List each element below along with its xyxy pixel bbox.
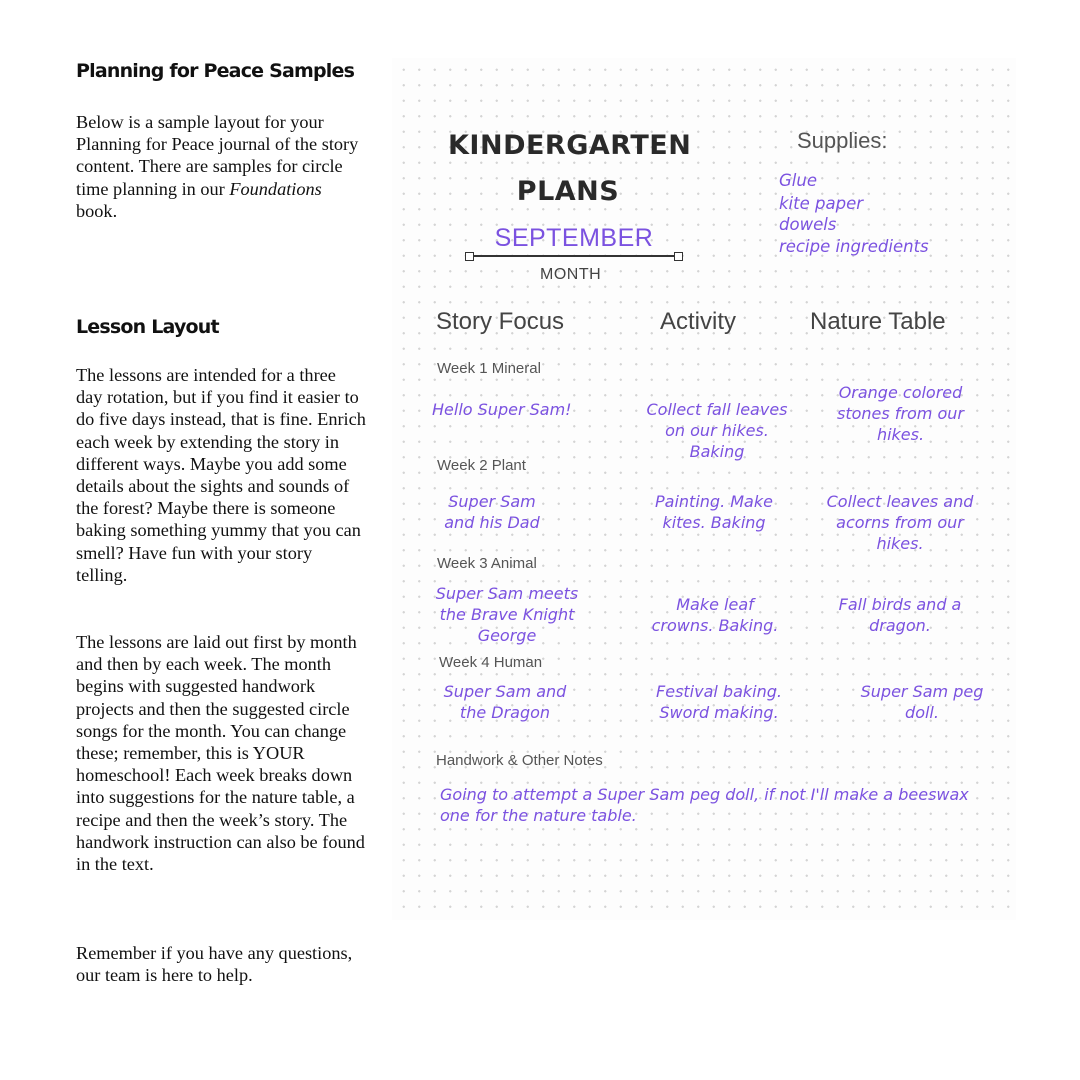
column-header-activity: Activity <box>660 308 737 335</box>
month-underline <box>474 255 674 257</box>
lesson-paragraph-3: Remember if you have any questions, our team is here to help. <box>76 943 353 986</box>
planner-month-label: MONTH <box>540 266 602 283</box>
activity-cell: Painting. Make kites. Baking <box>655 492 773 532</box>
activity-cell: Collect fall leaves on our hikes. Baking <box>646 400 788 461</box>
story-cell: Super Sam and the Dragon <box>443 682 567 722</box>
planner-title-line2: PLANS <box>516 176 620 207</box>
lesson-paragraph-1: The lessons are intended for a three day rotation, but if you find it easier to do five days instead, that is fine. Enrich each week by extending the story in different ways. Maybe you add some details about the sights and sounds of the forest? Maybe there is someone baking something yummy that you can smell? Have fun with your story telling. <box>76 365 366 585</box>
notes-title: Handwork & Other Notes <box>436 752 603 769</box>
week-label: Week 2 Plant <box>437 457 526 474</box>
supply-item: dowels <box>779 215 837 234</box>
intro-italic-book-title: Foundations <box>229 178 322 199</box>
supply-item: kite paper <box>779 194 863 213</box>
week-label: Week 4 Human <box>439 654 543 671</box>
nature-cell: Collect leaves and acorns from our hikes. <box>826 492 974 553</box>
week-label: Week 3 Animal <box>437 555 537 572</box>
intro-text-start: Below is a sample layout for your Planning for Peace journal of the story content. There are samples for circle time planning in our <box>76 112 359 199</box>
planner-title-line1: KINDERGARTEN <box>448 130 692 161</box>
lesson-paragraph-2: The lessons are laid out first by month and then by each week. The month begins with suggested handwork projects and then the suggested circle songs for the month. You can change these; remember, this is YOUR homeschool! Each week breaks down into suggestions for the nature table, a recipe and then the week’s story. The handwork instruction can also be found in the text. <box>76 632 365 875</box>
nature-cell: Orange colored stones from our hikes. <box>837 383 964 444</box>
column-header-story-focus: Story Focus <box>436 308 565 335</box>
activity-cell: Make leaf crowns. Baking. <box>651 595 779 635</box>
activity-cell: Festival baking. Sword making. <box>656 682 782 722</box>
lesson-layout-heading: Lesson Layout <box>76 316 219 338</box>
intro-text-end: book. <box>76 200 118 221</box>
month-line-right-end <box>674 252 683 261</box>
story-cell: Hello Super Sam! <box>432 400 572 419</box>
notes-text: Going to attempt a Super Sam peg doll, if not I'll make a beeswax one for the nature table. <box>440 785 969 825</box>
column-header-nature-table: Nature Table <box>810 308 946 335</box>
intro-heading: Planning for Peace Samples <box>76 60 355 82</box>
nature-cell: Fall birds and a dragon. <box>838 595 962 635</box>
story-cell: Super Sam meets the Brave Knight George <box>435 584 579 645</box>
month-line-left-end <box>465 252 474 261</box>
intro-paragraph <box>76 111 366 222</box>
supply-item: Glue <box>779 171 817 190</box>
nature-cell: Super Sam peg doll. <box>860 682 984 722</box>
supplies-title: Supplies: <box>797 128 888 153</box>
planner-sample-image <box>392 58 1016 920</box>
supply-item: recipe ingredients <box>779 237 929 256</box>
week-label: Week 1 Mineral <box>437 360 541 377</box>
story-cell: Super Sam and his Dad <box>444 492 540 532</box>
planner-month-value: SEPTEMBER <box>494 224 654 252</box>
